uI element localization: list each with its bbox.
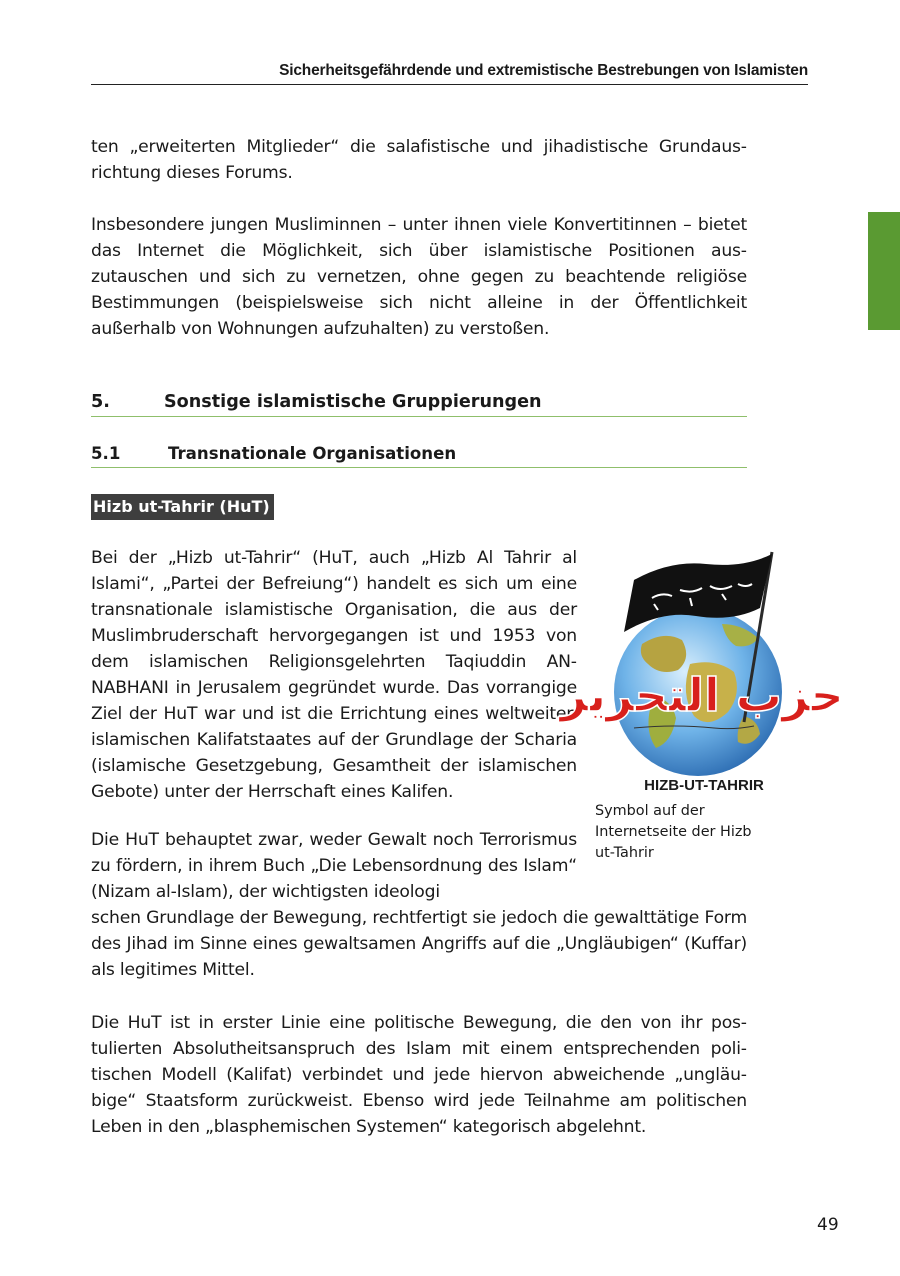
page-number: 49 xyxy=(817,1215,839,1235)
subsection-title: Transnationale Organisationen xyxy=(168,444,457,463)
logo-arabic-text: حزب التحرير xyxy=(560,668,844,722)
running-header: Sicherheitsgefährdende und extremistische Bestrebungen von Islamisten xyxy=(279,62,808,79)
paragraph-hut-intro: Bei der „Hizb ut-Tahrir“ (HuT, auch „Hizb Al Tahrir al Islami“, „Partei der Befreiung“) handelt es sich um eine transnationale islamistische Organisation, die aus der Muslimbruderschaft hervorgegangen ist und 1953 von dem islamischen Religionsgelehrten Taqiuddin ANNABHANI in Jerusalem gegründet wurde. Das vorrangige Ziel der HuT war und ist die Errichtung eines weltweiten islamischen Kalifatstaates auf der Grundlage der Scharia (islamische Gesetzgebung, Gesamtheit der islamischen Gebote) unter der Herrschaft eines Kalifen. xyxy=(91,548,577,802)
hizb-ut-tahrir-logo-figure xyxy=(560,546,844,796)
section-title: Sonstige islamistische Gruppierungen xyxy=(164,392,542,412)
subsection-number: 5.1 xyxy=(91,444,121,463)
paragraph-forum-orientation: ten „erweiterten Mitglieder“ die salafistische und jihadistische Grundausrichtung dieses Forums. xyxy=(91,137,747,183)
header-rule xyxy=(91,84,808,85)
organization-badge: Hizb ut-Tahrir (HuT) xyxy=(91,494,274,520)
paragraph-hut-violence-part2: schen Grundlage der Bewegung, rechtfertigt sie jedoch die gewalttätige Form des Jihad im Sinne eines gewaltsamen Angriffs auf die „Ungläubigen“ (Kuffar) als legitimes Mittel. xyxy=(91,908,747,980)
subsection-heading xyxy=(91,444,747,468)
paragraph-hut-political: Die HuT ist in erster Linie eine politische Bewegung, die den von ihr postulierten Absolutheitsanspruch des Islam mit einem entsprechenden politischen Modell (Kalifat) verbindet und jede hiervon abweichende „ungläubige“ Staatsform zurückweist. Ebenso wird jede Teilnahme am politischen Leben in den „blasphemischen Systemen“ kategorisch abgelehnt. xyxy=(91,1013,747,1137)
globe-flag-logo-icon xyxy=(560,546,844,796)
section-number: 5. xyxy=(91,392,110,412)
chapter-side-tab xyxy=(868,212,900,330)
paragraph-internet-musliminnen: Insbesondere jungen Musliminnen – unter ihnen viele Konvertitinnen – bietet das Internet die Möglichkeit, sich über islamistische Positionen auszutauschen und sich zu vernetzen, ohne gegen zu beachtende religiöse Bestimmungen (beispielsweise sich nicht alleine in der Öffentlichkeit außerhalb von Wohnungen aufzuhalten) zu verstoßen. xyxy=(91,215,747,339)
paragraph-hut-violence-part1: Die HuT behauptet zwar, weder Gewalt noch Terrorismus zu fördern, in ihrem Buch „Die Lebensordnung des Islam“ (Nizam al-Islam), der wichtigsten ideologi xyxy=(91,830,577,902)
logo-caption-text: HIZB-UT-TAHRIR xyxy=(644,777,764,794)
section-heading xyxy=(91,392,747,417)
figure-caption: Symbol auf der Internetseite der Hizb ut-Tahrir xyxy=(595,803,752,861)
